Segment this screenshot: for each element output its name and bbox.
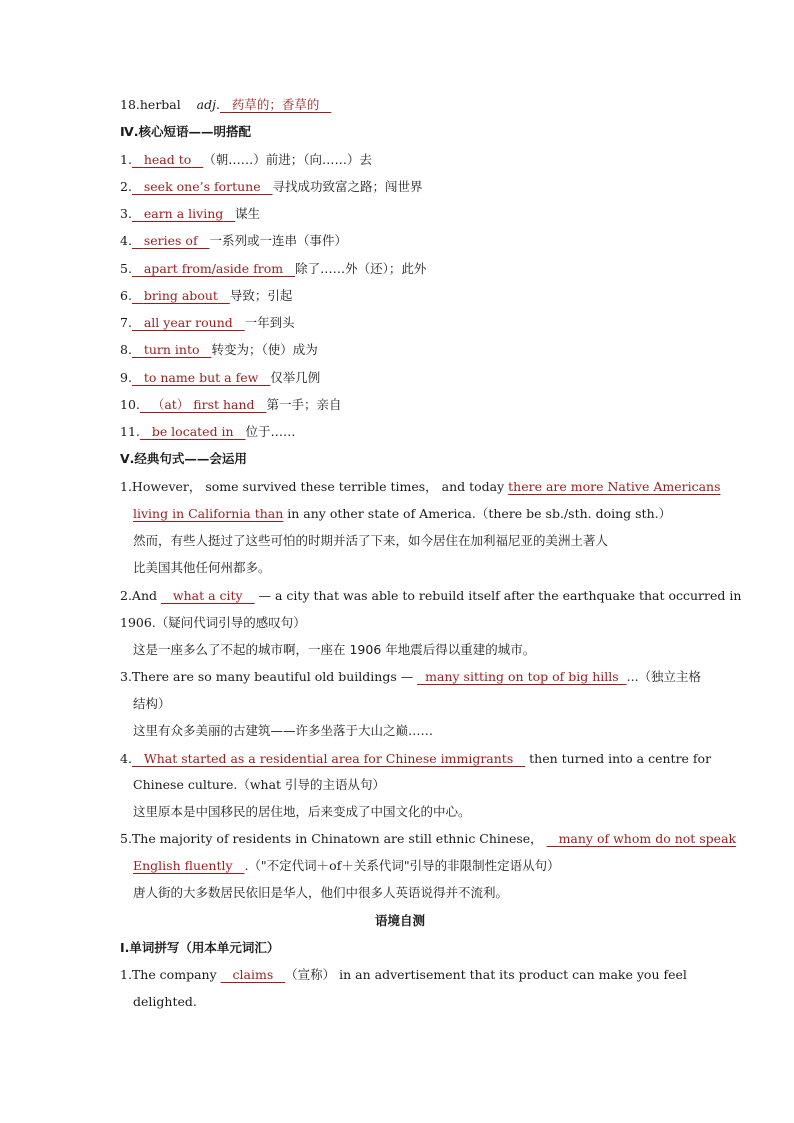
answer: （at） first hand — [151, 397, 255, 412]
answer: claims — [232, 967, 274, 982]
section-heading-sentences: Ⅴ.经典句式——会运用 — [120, 451, 247, 466]
answer: 药草的；香草的 — [231, 97, 320, 112]
phrase-item-5: 5. apart from/aside from 除了……外（还）；此外 — [120, 261, 427, 276]
answer: living in California than — [133, 506, 284, 521]
sentence-2-line-2: 1906.（疑问代词引导的感叹句） — [120, 615, 306, 630]
answer: head to — [143, 152, 192, 167]
sentence-3-translation: 这里有众多美丽的古建筑——许多坐落于大山之巅…… — [133, 723, 434, 738]
answer: be located in — [151, 424, 234, 439]
answer: many sitting on top of big hills — [425, 669, 619, 684]
answer: all year round — [143, 315, 233, 330]
section-heading-phrases: Ⅳ.核心短语——明搭配 — [120, 124, 251, 139]
answer: seek one’s fortune — [143, 179, 261, 194]
phrase-item-3: 3. earn a living 谋生 — [120, 206, 261, 221]
answer: there are more Native Americans — [508, 479, 721, 494]
answer: What started as a residential area for Chinese immigrants — [143, 751, 514, 766]
test-item-1-line-1: 1.The company claims （宣称） in an advertisement that its product can make you feel — [120, 967, 687, 982]
test-item-1-line-2: delighted. — [133, 994, 197, 1009]
vocab-word: 18.herbal — [120, 97, 181, 112]
answer: turn into — [143, 342, 200, 357]
sentence-1-translation-2: 比美国其他任何州都多。 — [133, 560, 271, 575]
sentence-5-translation: 唐人街的大多数居民依旧是华人，他们中很多人英语说得并不流利。 — [133, 885, 509, 900]
phrase-item-6: 6. bring about 导致；引起 — [120, 288, 293, 303]
sentence-1-translation-1: 然而，有些人挺过了这些可怕的时期并活了下来，如今居住在加利福尼亚的美洲土著人 — [133, 533, 609, 548]
sentence-3-line-2: 结构） — [133, 696, 171, 711]
answer: many of whom do not speak — [558, 831, 737, 846]
phrase-item-11: 11. be located in 位于…… — [120, 424, 296, 439]
phrase-item-7: 7. all year round 一年到头 — [120, 315, 295, 330]
phrase-item-2: 2. seek one’s fortune 寻找成功致富之路；闯世界 — [120, 179, 423, 194]
phrase-item-9: 9. to name but a few 仅举几例 — [120, 370, 321, 385]
answer: series of — [143, 233, 198, 248]
sentence-4-line-2: Chinese culture.（what 引导的主语从句） — [133, 777, 386, 792]
sentence-5-line-2: English fluently .（"不定代词＋of＋关系代词"引导的非限制性定语从句） — [133, 858, 560, 873]
section-heading-spelling: Ⅰ.单词拼写（用本单元词汇） — [120, 940, 280, 955]
sentence-1-line-2: living in California than in any other state of America.（there be sb./sth. doing sth.） — [133, 506, 672, 521]
phrase-item-8: 8. turn into 转变为；（使）成为 — [120, 342, 318, 357]
sentence-3-line-1: 3.There are so many beautiful old buildings — many sitting on top of big hills ...（独立主格 — [120, 669, 702, 684]
vocab-item-18 — [120, 96, 331, 114]
answer: bring about — [143, 288, 218, 303]
answer: to name but a few — [143, 370, 259, 385]
sentence-4-translation: 这里原本是中国移民的居住地，后来变成了中国文化的中心。 — [133, 804, 471, 819]
sentence-4-line-1: 4. What started as a residential area for Chinese immigrants then turned into a centre for — [120, 751, 712, 766]
part-of-speech: adj. — [196, 97, 220, 112]
sentence-5-line-1: 5.The majority of residents in Chinatown are still ethnic Chinese， many of whom do not speak — [120, 831, 737, 846]
section-title-test: 语境自测 — [374, 913, 425, 928]
sentence-2-translation: 这是一座多么了不起的城市啊，一座在 1906 年地震后得以重建的城市。 — [133, 642, 536, 657]
answer: English fluently — [133, 858, 233, 873]
phrase-item-1: 1. head to （朝……）前进；（向……）去 — [120, 152, 372, 167]
answer: apart from/aside from — [143, 261, 284, 276]
phrase-item-10: 10. （at） first hand 第一手；亲自 — [120, 397, 342, 412]
sentence-1-line-1: 1.However， some survived these terrible times， and today there are more Native Americans — [120, 479, 721, 494]
answer: what a city — [172, 588, 243, 603]
sentence-2-line-1: 2.And what a city — a city that was able to rebuild itself after the earthquake that occurred in — [120, 588, 742, 603]
answer: earn a living — [143, 206, 224, 221]
phrase-item-4: 4. series of 一系列或一连串（事件） — [120, 233, 348, 248]
